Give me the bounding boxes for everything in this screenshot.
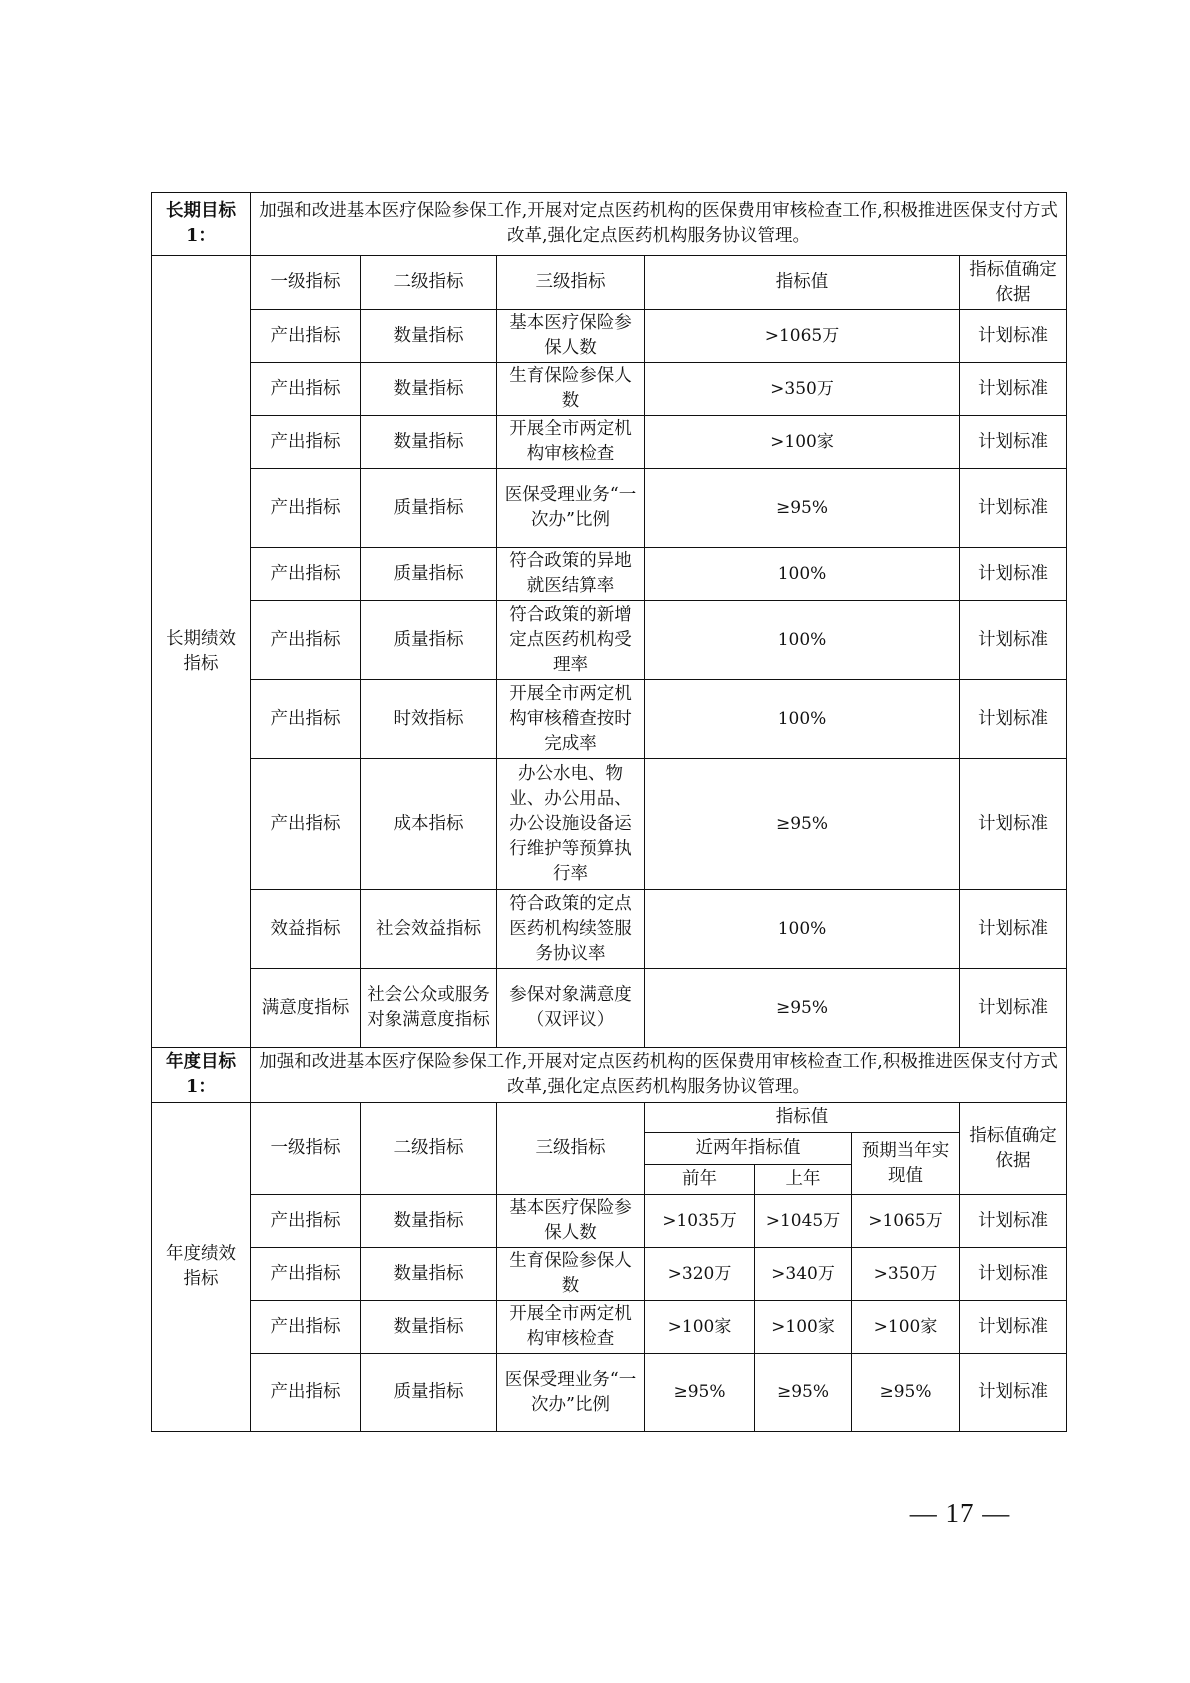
level1-indicator: 产出指标	[251, 1195, 361, 1248]
level2-indicator: 数量指标	[361, 363, 497, 416]
level2-indicator: 社会效益指标	[361, 890, 497, 969]
value-basis: 计划标准	[960, 1301, 1067, 1354]
indicator-value: ≥95%	[645, 969, 960, 1048]
expected-value: >350万	[852, 1248, 960, 1301]
header-level3: 三级指标	[497, 256, 645, 310]
level2-indicator: 时效指标	[361, 680, 497, 759]
level1-indicator: 产出指标	[251, 1354, 361, 1432]
level3-indicator: 开展全市两定机构审核检查	[497, 1301, 645, 1354]
level3-indicator: 医保受理业务“一次办”比例	[497, 469, 645, 548]
level2-indicator: 数量指标	[361, 1301, 497, 1354]
indicator-value: 100%	[645, 548, 960, 601]
long-term-goal-row	[152, 193, 1067, 256]
value-basis: 计划标准	[960, 1195, 1067, 1248]
long-term-section-label: 长期绩效指标	[152, 256, 251, 1048]
table-row	[152, 601, 1067, 680]
header-value: 指标值	[645, 256, 960, 310]
value-basis: 计划标准	[960, 1248, 1067, 1301]
table-row	[152, 759, 1067, 890]
table-row	[152, 548, 1067, 601]
level3-indicator: 办公水电、物业、办公用品、办公设施设备运行维护等预算执行率	[497, 759, 645, 890]
header-level1: 一级指标	[251, 256, 361, 310]
table-row	[152, 1301, 1067, 1354]
level1-indicator: 满意度指标	[251, 969, 361, 1048]
table-body	[152, 193, 1067, 1432]
value-basis: 计划标准	[960, 680, 1067, 759]
annual-header-level1: 一级指标	[251, 1103, 361, 1195]
level3-indicator: 基本医疗保险参保人数	[497, 1195, 645, 1248]
level3-indicator: 生育保险参保人数	[497, 1248, 645, 1301]
level3-indicator: 参保对象满意度（双评议）	[497, 969, 645, 1048]
level1-indicator: 产出指标	[251, 310, 361, 363]
annual-goal-text: 加强和改进基本医疗保险参保工作,开展对定点医药机构的医保费用审核检查工作,积极推进医保支付方式改革,强化定点医药机构服务协议管理。	[251, 1048, 1067, 1103]
table-row	[152, 1248, 1067, 1301]
indicator-value: ≥95%	[645, 759, 960, 890]
level1-indicator: 产出指标	[251, 759, 361, 890]
level2-indicator: 成本指标	[361, 759, 497, 890]
value-basis: 计划标准	[960, 416, 1067, 469]
level2-indicator: 数量指标	[361, 1195, 497, 1248]
prev2-value: >1035万	[645, 1195, 755, 1248]
value-basis: 计划标准	[960, 363, 1067, 416]
value-basis: 计划标准	[960, 548, 1067, 601]
prev1-value: >340万	[755, 1248, 852, 1301]
level1-indicator: 产出指标	[251, 416, 361, 469]
level2-indicator: 数量指标	[361, 1248, 497, 1301]
annual-section-label: 年度绩效指标	[152, 1103, 251, 1432]
long-term-header-row	[152, 256, 1067, 310]
level2-indicator: 社会公众或服务对象满意度指标	[361, 969, 497, 1048]
prev1-value: >1045万	[755, 1195, 852, 1248]
indicator-value: >100家	[645, 416, 960, 469]
prev1-value: >100家	[755, 1301, 852, 1354]
annual-header-recent: 近两年指标值	[645, 1133, 852, 1165]
level3-indicator: 符合政策的定点医药机构续签服务协议率	[497, 890, 645, 969]
level1-indicator: 产出指标	[251, 1301, 361, 1354]
value-basis: 计划标准	[960, 469, 1067, 548]
expected-value: ≥95%	[852, 1354, 960, 1432]
annual-goal-row	[152, 1048, 1067, 1103]
indicator-value: ≥95%	[645, 469, 960, 548]
level1-indicator: 产出指标	[251, 548, 361, 601]
table-row	[152, 416, 1067, 469]
table-row	[152, 363, 1067, 416]
expected-value: >100家	[852, 1301, 960, 1354]
indicator-value: >350万	[645, 363, 960, 416]
annual-header-basis: 指标值确定依据	[960, 1103, 1067, 1195]
long-term-goal-label: 长期目标1：	[152, 193, 251, 256]
value-basis: 计划标准	[960, 759, 1067, 890]
annual-header-level3: 三级指标	[497, 1103, 645, 1195]
level3-indicator: 符合政策的异地就医结算率	[497, 548, 645, 601]
level3-indicator: 生育保险参保人数	[497, 363, 645, 416]
annual-header-prev1: 上年	[755, 1165, 852, 1195]
level1-indicator: 产出指标	[251, 1248, 361, 1301]
table-row	[152, 310, 1067, 363]
level2-indicator: 质量指标	[361, 548, 497, 601]
annual-header-expected: 预期当年实现值	[852, 1133, 960, 1195]
table-row	[152, 680, 1067, 759]
prev2-value: ≥95%	[645, 1354, 755, 1432]
table-row	[152, 1195, 1067, 1248]
level1-indicator: 产出指标	[251, 601, 361, 680]
value-basis: 计划标准	[960, 310, 1067, 363]
expected-value: >1065万	[852, 1195, 960, 1248]
value-basis: 计划标准	[960, 890, 1067, 969]
level2-indicator: 质量指标	[361, 469, 497, 548]
table-row	[152, 1354, 1067, 1432]
level2-indicator: 数量指标	[361, 310, 497, 363]
level3-indicator: 基本医疗保险参保人数	[497, 310, 645, 363]
table-row	[152, 469, 1067, 548]
indicator-value: 100%	[645, 890, 960, 969]
prev1-value: ≥95%	[755, 1354, 852, 1432]
level1-indicator: 产出指标	[251, 469, 361, 548]
level2-indicator: 质量指标	[361, 601, 497, 680]
value-basis: 计划标准	[960, 601, 1067, 680]
level3-indicator: 开展全市两定机构审核稽查按时完成率	[497, 680, 645, 759]
table-row	[152, 969, 1067, 1048]
level2-indicator: 数量指标	[361, 416, 497, 469]
long-term-goal-text: 加强和改进基本医疗保险参保工作,开展对定点医药机构的医保费用审核检查工作,积极推进医保支付方式改革,强化定点医药机构服务协议管理。	[251, 193, 1067, 256]
level3-indicator: 开展全市两定机构审核检查	[497, 416, 645, 469]
prev2-value: >100家	[645, 1301, 755, 1354]
annual-header-level2: 二级指标	[361, 1103, 497, 1195]
header-basis: 指标值确定依据	[960, 256, 1067, 310]
level1-indicator: 产出指标	[251, 680, 361, 759]
page-number: — 17 —	[909, 1498, 1011, 1528]
level1-indicator: 产出指标	[251, 363, 361, 416]
prev2-value: >320万	[645, 1248, 755, 1301]
annual-header-row-1	[152, 1103, 1067, 1133]
header-level2: 二级指标	[361, 256, 497, 310]
level3-indicator: 医保受理业务“一次办”比例	[497, 1354, 645, 1432]
annual-header-value: 指标值	[645, 1103, 960, 1133]
level1-indicator: 效益指标	[251, 890, 361, 969]
annual-goal-label: 年度目标1：	[152, 1048, 251, 1103]
value-basis: 计划标准	[960, 1354, 1067, 1432]
performance-table	[151, 192, 1067, 1432]
indicator-value: 100%	[645, 680, 960, 759]
table-row	[152, 890, 1067, 969]
indicator-value: 100%	[645, 601, 960, 680]
indicator-value: >1065万	[645, 310, 960, 363]
value-basis: 计划标准	[960, 969, 1067, 1048]
level3-indicator: 符合政策的新增定点医药机构受理率	[497, 601, 645, 680]
annual-header-prev2: 前年	[645, 1165, 755, 1195]
level2-indicator: 质量指标	[361, 1354, 497, 1432]
